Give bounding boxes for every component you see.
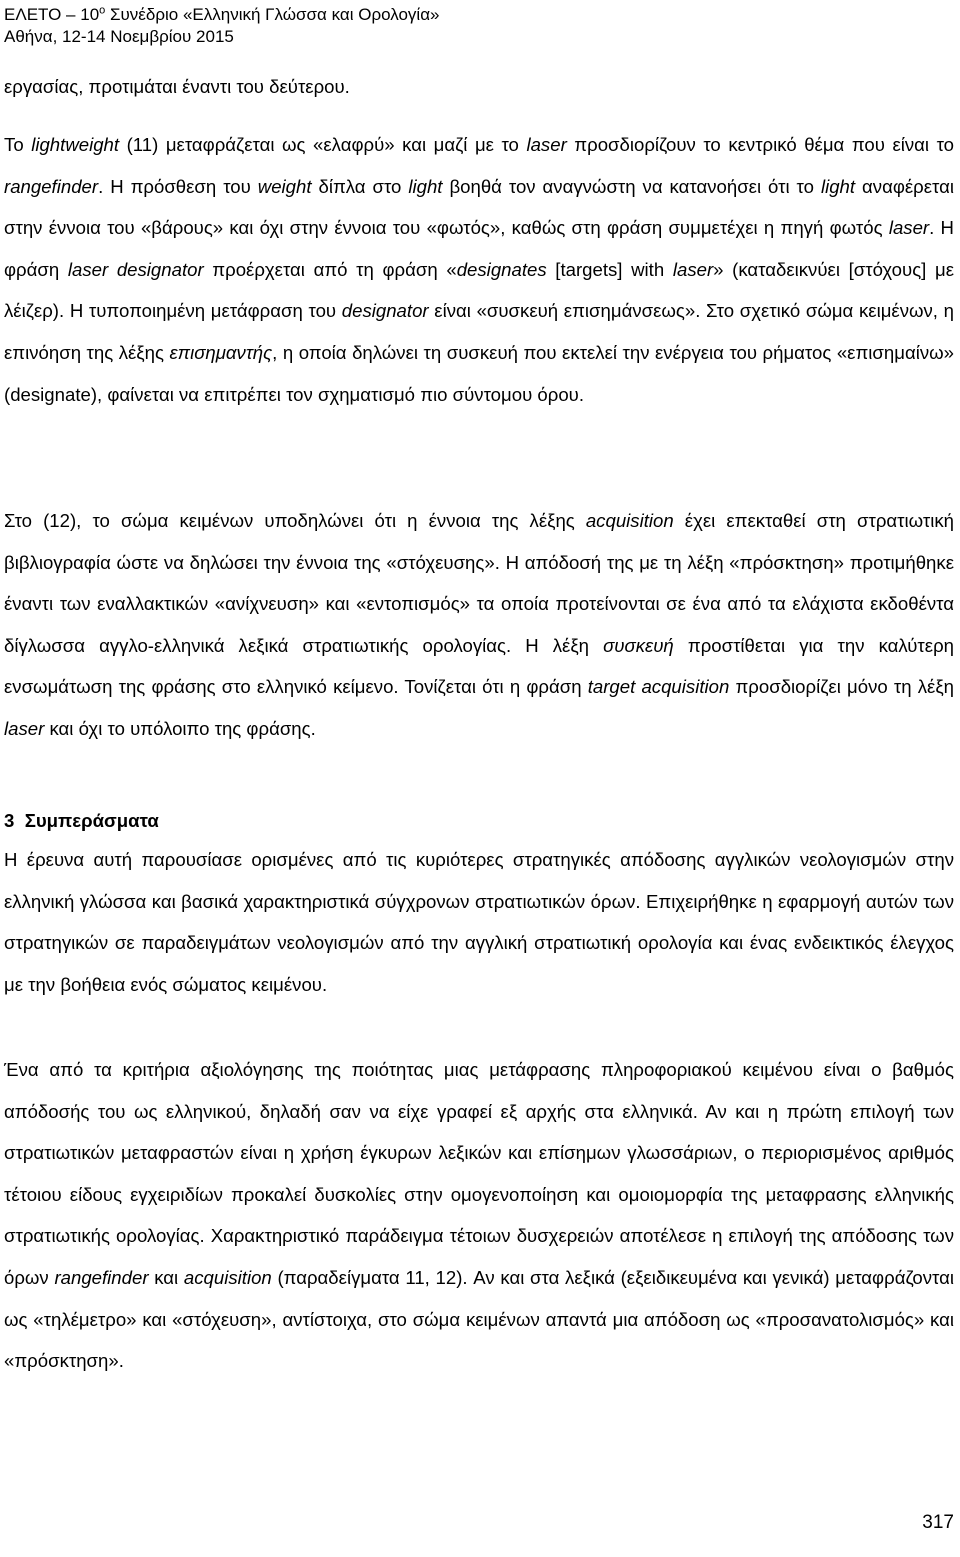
text-segment: Το [4, 134, 32, 155]
text-segment: είναι «συσκευή επισημάνσεως». Στο σχετικό σώμα κειμένων, η επινόηση της λέξης [4, 300, 954, 363]
text-segment: ΕΛΕΤΟ – 10 [4, 5, 100, 24]
text-segment: (11) μεταφράζεται ως «ελαφρύ» και μαζί με το [119, 134, 527, 155]
header-conference-title [4, 4, 440, 26]
text-segment: βοηθά τον αναγνώστη να κατανοήσει ότι το [442, 175, 821, 197]
section-number: 3 [4, 810, 15, 831]
header-date-location: Αθήνα, 12-14 Νοεμβρίου 2015 [4, 27, 234, 46]
text-segment: αναφέρεται στην έννοια του «βάρους» και όχι στην έννοια του «φωτός», καθώς στη φράση συμμετέχει η πηγή φωτός [4, 175, 954, 239]
italic-term: light [408, 175, 443, 197]
text-segment: Η έρευνα αυτή παρουσίασε ορισμένες από τις κυριότερες στρατηγικές απόδοσης αγγλικών νεολογισμών στην ελληνική γλώσσα και βασικά χαρακτηριστικά σύγχρονων στρατιωτικών όρων. Επιχειρήθηκε η εφαρμογή αυτών των στρατηγικών σε παραδειγμάτων νεολογισμών από την αγγλική στρατιωτική ορολογία και ένας ενδεικτικός έλεγχος με την βοήθεια ενός σώματος κειμένου. [4, 849, 954, 995]
paragraph-conclusions-summary [4, 839, 954, 1005]
paragraph-lightweight-example [4, 124, 954, 415]
text-segment: και [148, 1266, 184, 1288]
text-segment: . Η φράση [4, 217, 954, 280]
italic-term: acquisition [585, 510, 674, 531]
italic-term: επισημαντής [169, 341, 273, 363]
text-segment: Στο (12), το σώμα κειμένων υποδηλώνει ότι η έννοια της λέξης [4, 510, 586, 531]
text-segment: προσδιορίζει μόνο τη λέξη [729, 676, 954, 698]
text-segment: (παραδείγματα 11, 12). Αν και στα λεξικά (εξειδικευμένα και γενικά) μεταφράζονται ως «τηλέμετρο» και «στόχευση», αντίστοιχα, στο σώμα κειμένων απαντά μια απόδοση ως «προσανατολισμός» και «πρόσκτηση». [4, 1266, 954, 1372]
italic-term: target acquisition [587, 676, 730, 698]
text-segment: Ένα από τα κριτήρια αξιολόγησης της ποιότητας μιας μετάφρασης πληροφοριακού κειμένου είναι ο βαθμός απόδοσής του ως ελληνικού, δηλαδή σαν να είχε γραφεί εξ αρχής στα ελληνικά. Αν και η πρώτη επιλογή των στρατιωτικών μεταφραστών είναι η χρήση έγκυρων λεξικών και επίσημων γλωσσάριων, ο περιορισμένος αριθμός τέτοιου είδους εγχειριδίων προκαλεί δυσκολίες στην ομογενοποίηση και ομοιομορφία της μεταφρασης ελληνικής στρατιωτικής ορολογίας. Χαρακτηριστικό παράδειγμα τέτοιων δυσχερειών αποτέλεσε η επιλογή της απόδοσης των όρων [4, 1059, 954, 1288]
text-segment: Συνέδριο «Ελληνική Γλώσσα και Ορολογία» [105, 5, 440, 24]
paragraph-continuation [4, 66, 954, 108]
text-segment: . Η πρόσθεση του [98, 175, 258, 197]
italic-term: acquisition [183, 1266, 272, 1288]
italic-term: weight [257, 175, 312, 197]
italic-term: light [820, 175, 856, 197]
italic-term: laser [4, 717, 45, 739]
italic-term: designator [341, 300, 429, 322]
italic-term: designates [456, 258, 547, 280]
text-segment: και όχι το υπόλοιπο της φράσης. [44, 717, 316, 739]
italic-term: lightweight [31, 134, 120, 155]
text-segment: [targets] with [546, 258, 673, 280]
text-segment: προέρχεται από τη φράση « [203, 258, 457, 280]
paragraph-acquisition-example [4, 500, 954, 750]
text-segment: , η οποία δηλώνει τη συσκευή που εκτελεί την ενέργεια του ρήματος «επισημαίνω» (designate), φαίνεται να επιτρέπει τον σχηματισμό πιο σύντομου όρου. [4, 341, 954, 405]
text-segment: » (καταδεικνύει [στόχους] με λέιζερ). Η τυποποιημένη μετάφραση του [4, 258, 954, 322]
text-segment: προσδιορίζουν το κεντρικό θέμα που είναι το [566, 134, 955, 155]
italic-term: rangefinder [4, 175, 99, 197]
running-header [4, 4, 440, 48]
section-title: Συμπεράσματα [24, 810, 159, 831]
paragraph-evaluation-criteria [4, 1049, 954, 1382]
text-segment: εργασίας, προτιμάται έναντι του δεύτερου. [4, 76, 350, 97]
text-segment: ο [99, 4, 106, 17]
text-segment: έχει επεκταθεί στη στρατιωτική βιβλιογραφία ώστε να δηλώσει την έννοια της «στόχευσης». Η απόδοσή της με τη λέξη «πρόσκτηση» προτιμήθηκε έναντι των εναλλακτικών «ανίχνευση» και «εντοπισμός» τα οποία προτείνονται σε ένα από τα ελάχιστα εκδοθέντα δίγλωσσα αγγλο-ελληνικά λεξικά στρατιωτικής ορολογίας. Η λέξη [4, 510, 954, 656]
page-number: 317 [922, 1512, 954, 1533]
text-segment: προστίθεται για την καλύτερη ενσωμάτωση της φράσης στο ελληνικό κείμενο. Τονίζεται ότι η φράση [4, 634, 954, 698]
italic-term: συσκευή [603, 634, 674, 656]
italic-term: laser [888, 217, 930, 239]
italic-term: rangefinder [54, 1266, 149, 1288]
section-heading [4, 806, 159, 836]
italic-term: laser designator [67, 258, 204, 280]
text-segment: δίπλα στο [311, 175, 409, 197]
italic-term: laser [672, 258, 714, 280]
italic-term: laser [526, 134, 567, 155]
